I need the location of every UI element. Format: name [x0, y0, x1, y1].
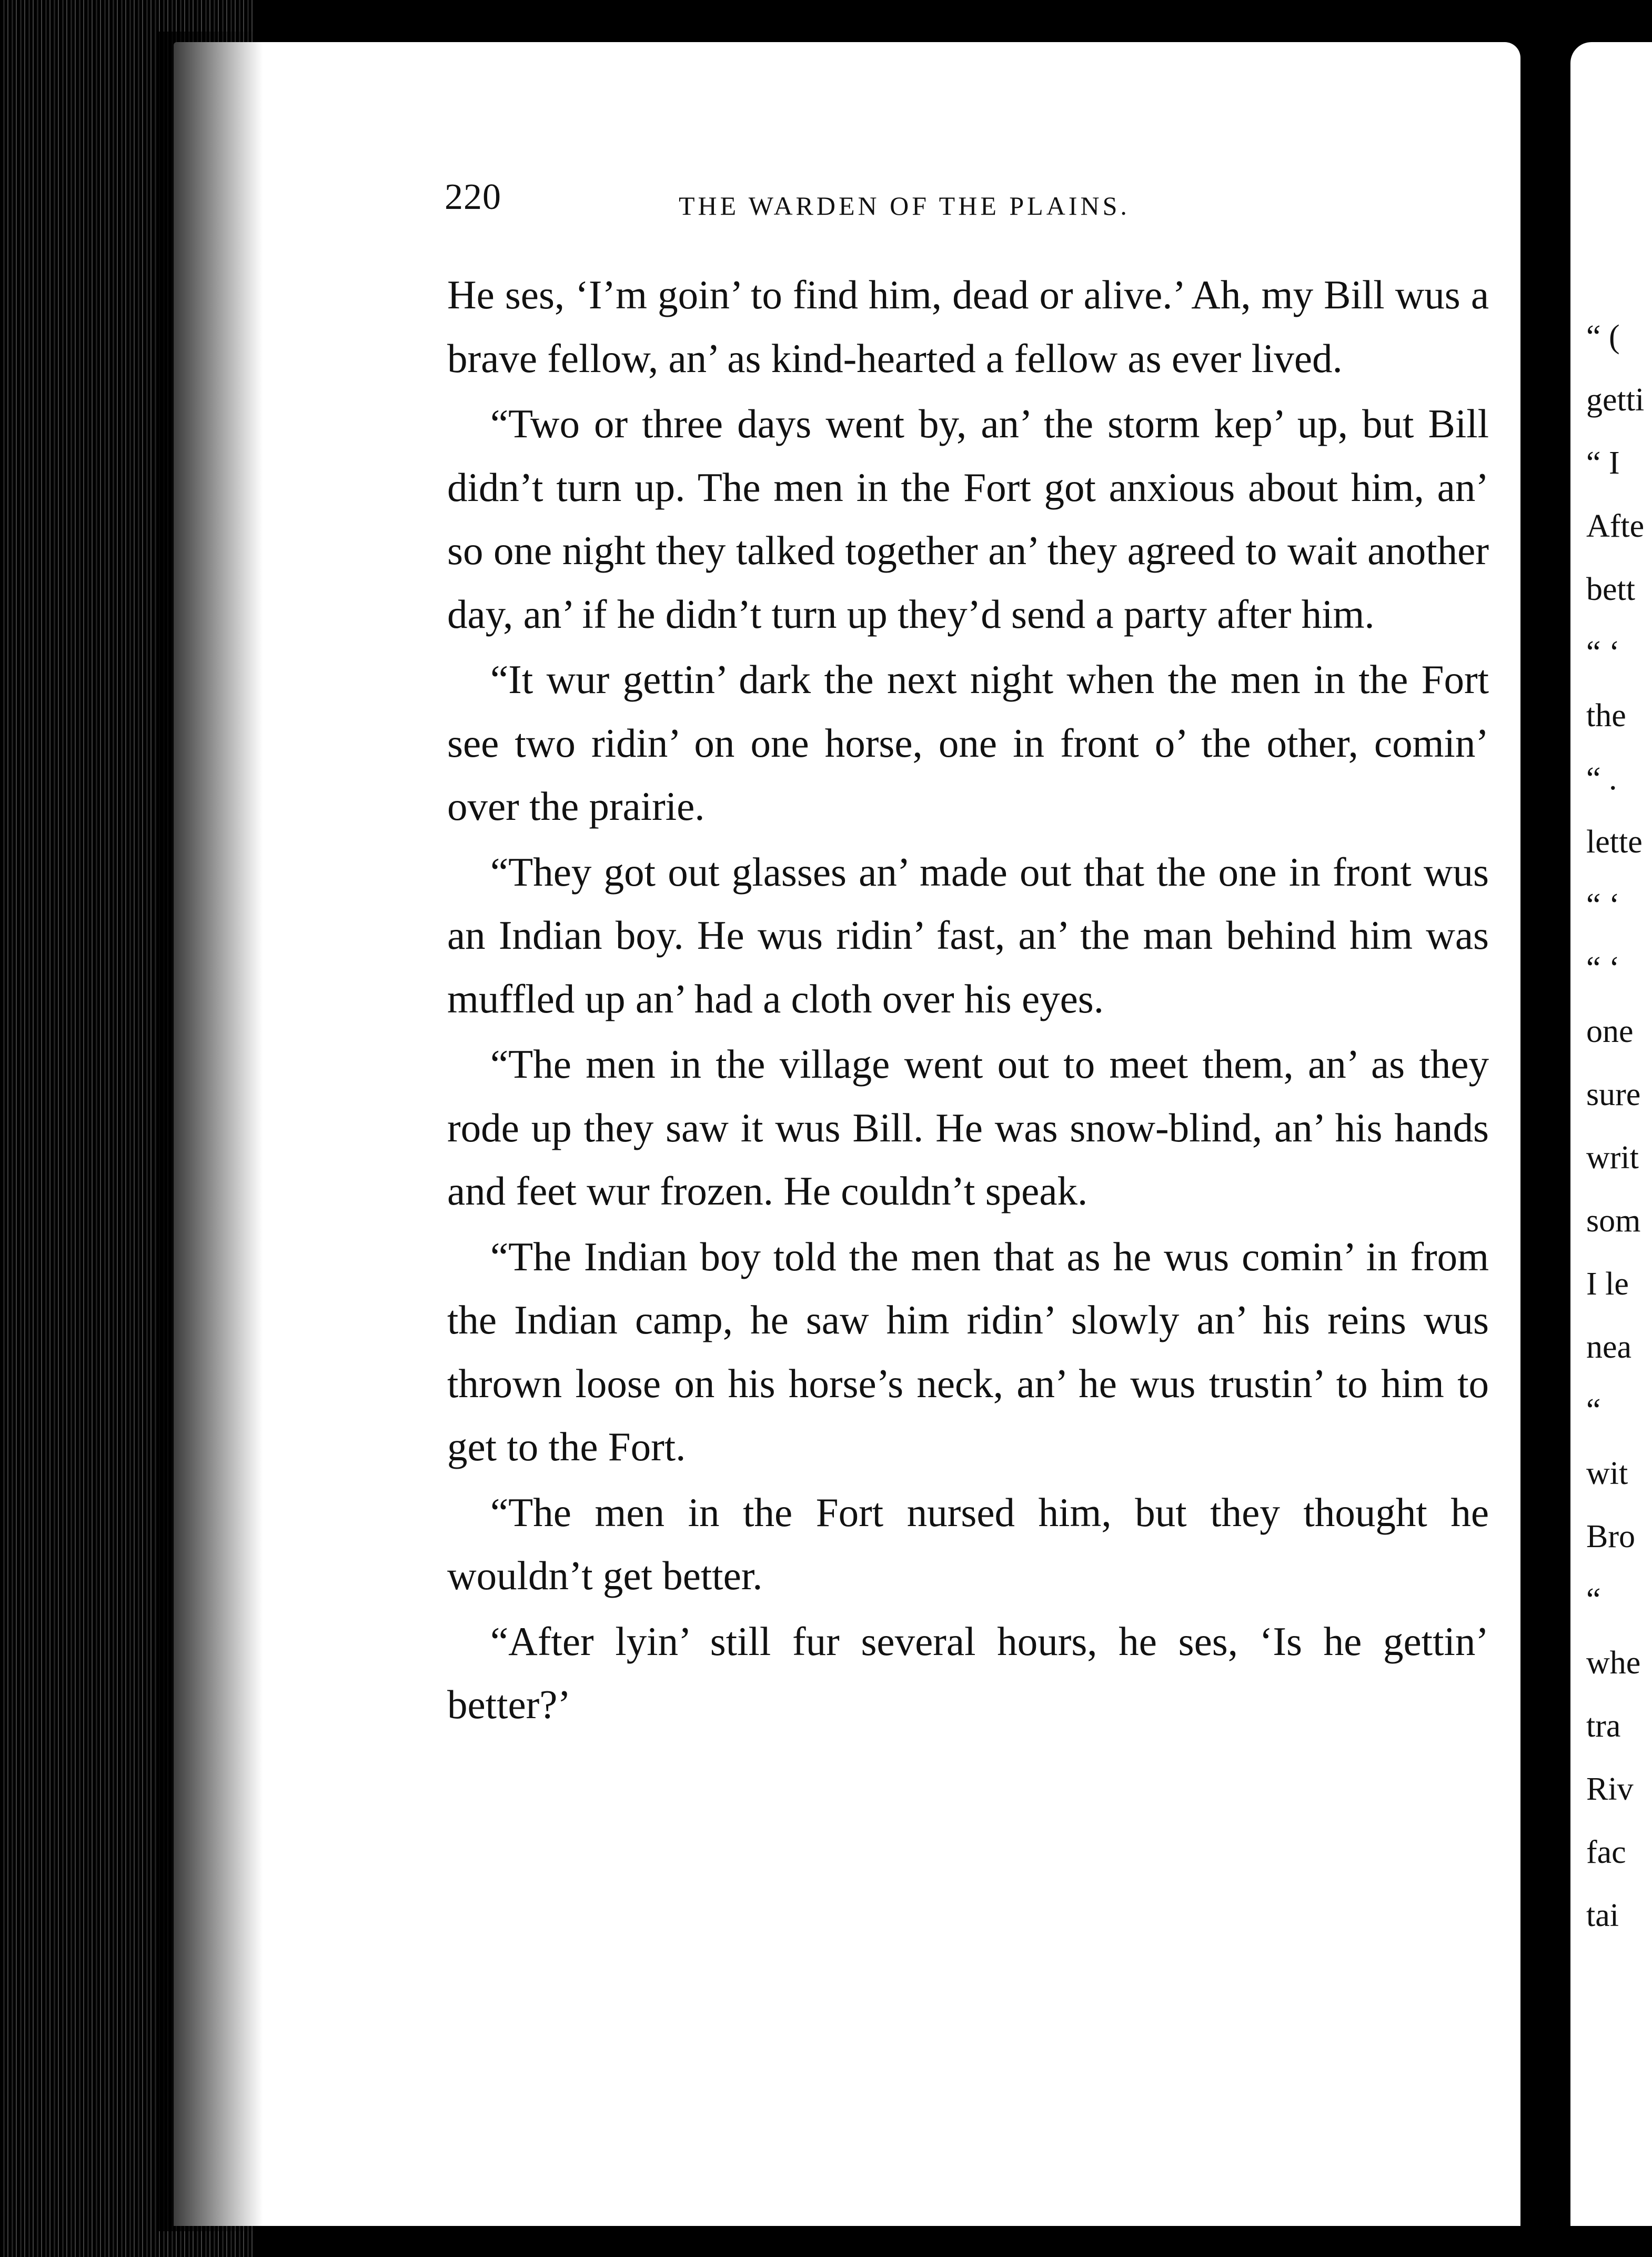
paragraph: “The men in the village went out to meet them, an’ as they rode up they saw it wus Bill. He was snow-blind, an’ his hands and feet wur frozen. He couldn’t speak.: [447, 1041, 1489, 1213]
facing-line: “: [1586, 1582, 1601, 1618]
facing-line: the: [1586, 698, 1626, 734]
facing-line: “ ‘: [1586, 635, 1620, 670]
facing-line: Afte: [1586, 508, 1645, 544]
facing-line: “ ‘: [1586, 950, 1620, 986]
running-head-title: THE WARDEN OF THE PLAINS.: [679, 191, 1130, 220]
paragraph: He ses, ‘I’m goin’ to find him, dead or alive.’ Ah, my Bill wus a brave fellow, an’ as kind-hearted a fellow as ever lived.: [447, 272, 1489, 381]
paragraph: “It wur gettin’ dark the next night when the men in the Fort see two ridin’ on one horse, one in front o’ the other, comin’ over the prairie.: [447, 657, 1489, 829]
page-number: 220: [445, 177, 501, 217]
facing-line: bett: [1586, 571, 1635, 607]
facing-line: writ: [1586, 1140, 1639, 1176]
facing-line: I le: [1586, 1266, 1629, 1302]
facing-line: fac: [1586, 1834, 1626, 1870]
facing-line: sure: [1586, 1077, 1641, 1112]
facing-line: “: [1586, 1392, 1601, 1428]
facing-line: Riv: [1586, 1771, 1634, 1807]
facing-line: “ .: [1586, 761, 1617, 797]
facing-line: lette: [1586, 824, 1643, 860]
paragraph: “The men in the Fort nursed him, but they thought he wouldn’t get better.: [447, 1489, 1489, 1598]
facing-line: tai: [1586, 1898, 1619, 1933]
paragraph: “The Indian boy told the men that as he wus comin’ in from the Indian camp, he saw him ridin’ slowly an’ his reins wus thrown loose on his horse’s neck, an’ he wus trustin’ to him to get to the Fort.: [447, 1233, 1489, 1469]
facing-line: getti: [1586, 382, 1645, 418]
page-shadow: [158, 32, 263, 2231]
facing-line: “ ‘: [1586, 887, 1620, 923]
facing-line: som: [1586, 1203, 1641, 1239]
facing-line: tra: [1586, 1708, 1621, 1744]
paragraph: “Two or three days went by, an’ the storm kep’ up, but Bill didn’t turn up. The men in the Fort got anxious about him, an’ so one night they talked together an’ they agreed to wait another day, an’ if he didn’t turn up they’d send a party after him.: [447, 401, 1489, 637]
book-page-right: [1570, 42, 1652, 2226]
facing-line: one: [1586, 1014, 1634, 1049]
facing-line: Bro: [1586, 1519, 1635, 1554]
facing-page-text: [1586, 305, 1644, 1947]
paragraph: “After lyin’ still fur several hours, he ses, ‘Is he gettin’ better?’: [447, 1618, 1489, 1727]
facing-line: nea: [1586, 1329, 1632, 1365]
facing-line: “ I: [1586, 445, 1620, 481]
facing-line: wit: [1586, 1456, 1628, 1491]
facing-line: whe: [1586, 1645, 1641, 1681]
facing-line: “ (: [1586, 319, 1620, 355]
paragraph: “They got out glasses an’ made out that the one in front wus an Indian boy. He wus ridin’ fast, an’ the man behind him was muffled up an’ had a cloth over his eyes.: [447, 849, 1489, 1021]
body-text: [447, 263, 1489, 1737]
